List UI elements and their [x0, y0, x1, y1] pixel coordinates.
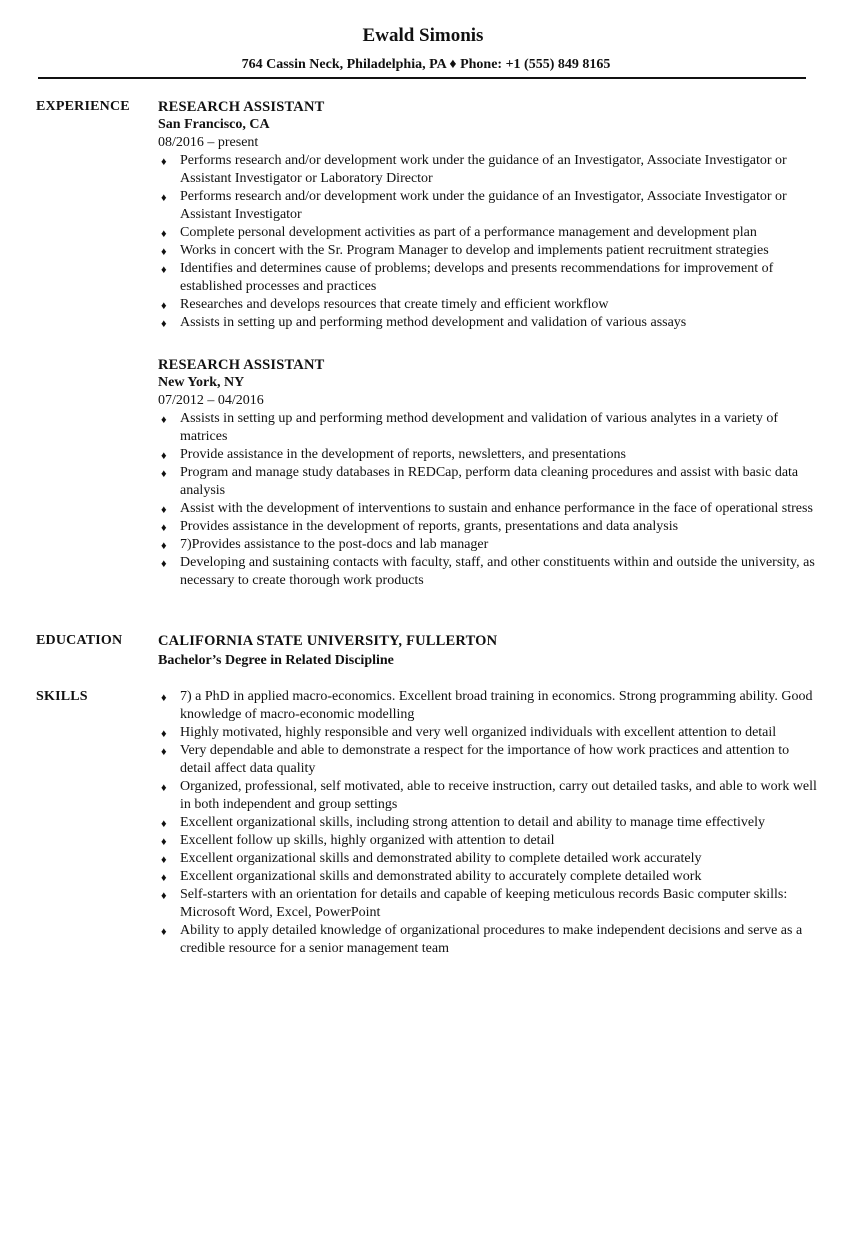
education-label: EDUCATION: [36, 633, 123, 648]
bullet-icon: ♦: [161, 782, 167, 794]
list-item: ♦ Identifies and determines cause of problems; develops and presents recommendations for improvement of established processes and practices: [161, 261, 774, 294]
job-bullets: [158, 152, 818, 332]
experience-section: [158, 98, 818, 590]
list-item: ♦ Program and manage study databases in REDCap, perform data cleaning procedures and assist with basic data analysis: [161, 465, 799, 498]
bullet-icon: ♦: [161, 246, 167, 258]
list-item: ♦ Excellent follow up skills, highly organized with attention to detail: [158, 832, 818, 850]
list-item: ♦ Assists in setting up and performing method development and validation of various assays: [158, 314, 818, 332]
bullet-icon: ♦: [161, 450, 167, 462]
job-dates: 08/2016 – present: [158, 135, 259, 150]
list-item: ♦ Excellent organizational skills and demonstrated ability to accurately complete detailed work: [158, 868, 818, 886]
list-item: ♦ Ability to apply detailed knowledge of organizational procedures to make independent decisions and serve as a credible resource for a senior management team: [161, 923, 803, 956]
skills-section: [158, 688, 818, 958]
list-item: ♦ 7)Provides assistance to the post-docs and lab manager: [158, 536, 818, 554]
bullet-icon: ♦: [161, 468, 167, 480]
job-bullets: [158, 410, 818, 590]
list-item: ♦ Performs research and/or development work under the guidance of an Investigator, Associate Investigator or Assistant Investigator: [161, 189, 787, 222]
bullet-icon: ♦: [161, 264, 167, 276]
school-name: CALIFORNIA STATE UNIVERSITY, FULLERTON: [158, 633, 498, 649]
job-location: San Francisco, CA: [158, 117, 270, 132]
bullet-icon: ♦: [161, 926, 167, 938]
bullet-icon: ♦: [161, 692, 167, 704]
list-item: ♦ Developing and sustaining contacts with faculty, staff, and other constituents within and outside the university, as necessary to create thorough work products: [161, 555, 815, 588]
bullet-icon: ♦: [161, 854, 167, 866]
bullet-icon: ♦: [161, 318, 167, 330]
list-item: ♦ Excellent organizational skills, including strong attention to detail and ability to manage time effectively: [158, 814, 818, 832]
bullet-icon: ♦: [161, 558, 167, 570]
skills-list: [158, 688, 818, 958]
job-title: RESEARCH ASSISTANT: [158, 99, 325, 115]
list-item: ♦ Assist with the development of interventions to sustain and enhance performance in the face of operational stress: [158, 500, 818, 518]
bullet-icon: ♦: [161, 818, 167, 830]
experience-label: EXPERIENCE: [36, 99, 130, 114]
list-item: ♦ Self-starters with an orientation for details and capable of keeping meticulous records Basic computer skills: Microsoft Word, Excel, PowerPoint: [161, 887, 788, 920]
job-location: New York, NY: [158, 375, 245, 390]
job-entry: [158, 98, 818, 332]
bullet-icon: ♦: [161, 228, 167, 240]
list-item: ♦ Assists in setting up and performing method development and validation of various analytes in a variety of matrices: [161, 411, 778, 444]
list-item: ♦ Highly motivated, highly responsible and very well organized individuals with excellent attention to detail: [158, 724, 818, 742]
job-entry: [158, 356, 818, 590]
bullet-icon: ♦: [161, 300, 167, 312]
job-title: RESEARCH ASSISTANT: [158, 357, 325, 373]
header-divider: [38, 77, 806, 79]
resume-header: [0, 24, 860, 74]
bullet-icon: ♦: [161, 504, 167, 516]
list-item: ♦ Excellent organizational skills and demonstrated ability to complete detailed work accurately: [158, 850, 818, 868]
degree-name: Bachelor’s Degree in Related Discipline: [158, 653, 394, 668]
list-item: ♦ Performs research and/or development work under the guidance of an Investigator, Associate Investigator or Assistant Investigator or Laboratory Director: [161, 153, 787, 186]
bullet-icon: ♦: [161, 890, 167, 902]
list-item: ♦ Organized, professional, self motivated, able to receive instruction, carry out detailed tasks, and able to work well in both independent and group settings: [161, 779, 817, 812]
bullet-icon: ♦: [161, 522, 167, 534]
list-item: ♦ Researches and develops resources that create timely and efficient workflow: [158, 296, 818, 314]
bullet-icon: ♦: [161, 836, 167, 848]
list-item: ♦ 7) a PhD in applied macro-economics. Excellent broad training in economics. Strong programming ability. Good knowledge of macro-economic modelling: [161, 689, 813, 722]
skills-label: SKILLS: [36, 689, 88, 704]
list-item: ♦ Provides assistance in the development of reports, grants, presentations and data analysis: [158, 518, 818, 536]
list-item: ♦ Works in concert with the Sr. Program Manager to develop and implements patient recruitment strategies: [158, 242, 818, 260]
list-item: ♦ Provide assistance in the development of reports, newsletters, and presentations: [158, 446, 818, 464]
list-item: ♦ Complete personal development activities as part of a performance management and development plan: [158, 224, 818, 242]
job-dates: 07/2012 – 04/2016: [158, 393, 264, 408]
bullet-icon: ♦: [161, 540, 167, 552]
bullet-icon: ♦: [161, 746, 167, 758]
bullet-icon: ♦: [161, 414, 167, 426]
list-item: ♦ Very dependable and able to demonstrate a respect for the importance of how work practices and attention to detail affect data quality: [161, 743, 790, 776]
education-section: [158, 632, 818, 670]
contact-line: 764 Cassin Neck, Philadelphia, PA ♦ Phone: +1 (555) 849 8165: [241, 57, 611, 72]
bullet-icon: ♦: [161, 872, 167, 884]
candidate-name: Ewald Simonis: [362, 25, 484, 46]
bullet-icon: ♦: [161, 156, 167, 168]
bullet-icon: ♦: [161, 728, 167, 740]
bullet-icon: ♦: [161, 192, 167, 204]
